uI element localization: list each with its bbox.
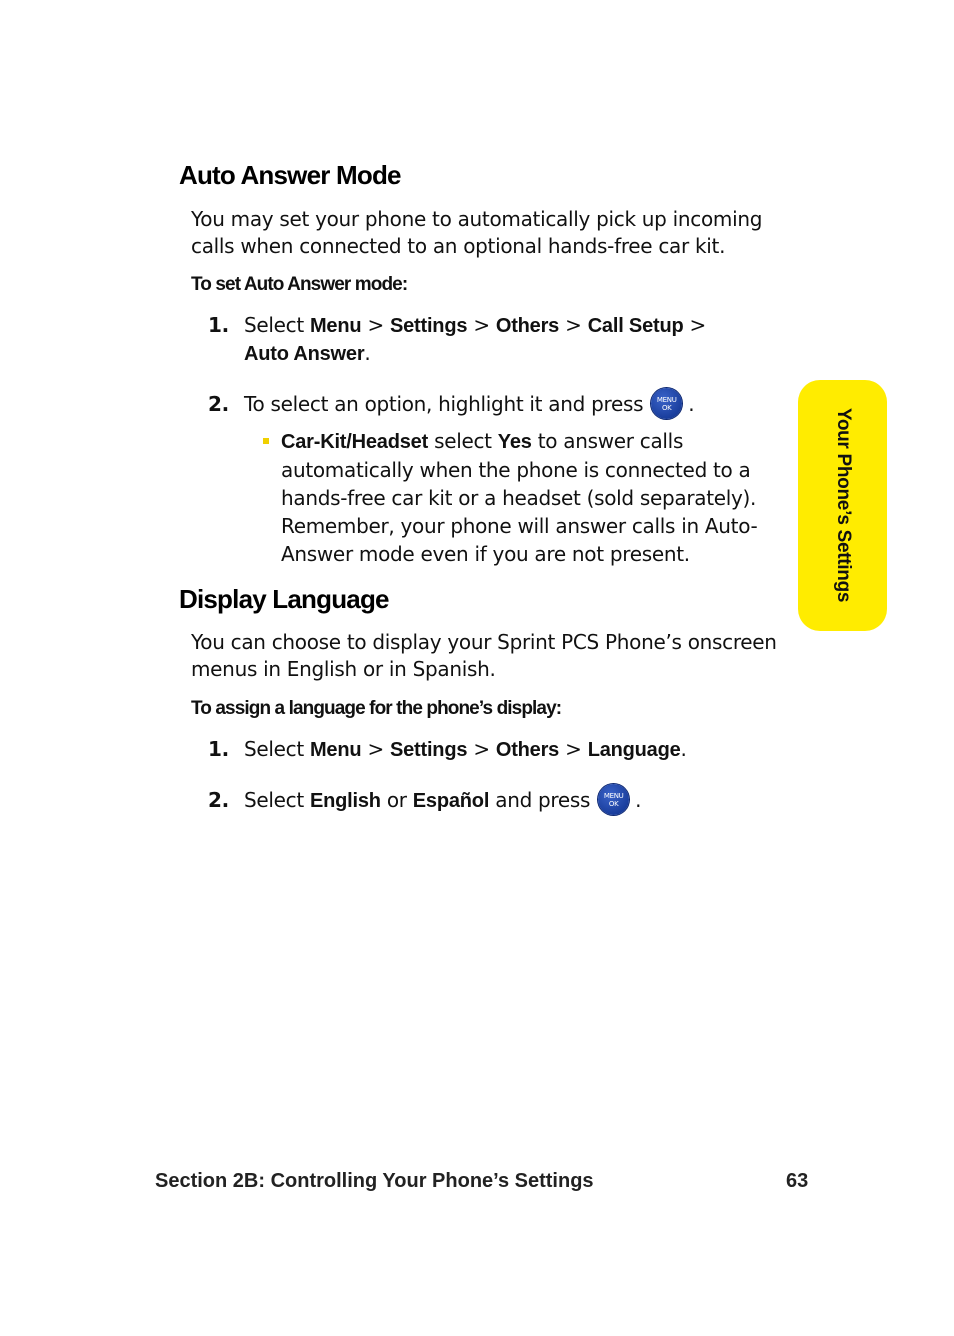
step-number: 1. bbox=[208, 313, 229, 337]
side-tab-label: Your Phone’s Settings bbox=[833, 407, 854, 603]
subheading-assign-language: To assign a language for the phone’s display: bbox=[191, 698, 562, 719]
english-term: English bbox=[309, 790, 381, 812]
footer-section-title: Section 2B: Controlling Your Phone’s Settings bbox=[155, 1170, 594, 1192]
menu-term: Menu bbox=[309, 315, 362, 337]
step-number: 1. bbox=[208, 737, 229, 761]
heading-display-language: Display Language bbox=[179, 584, 389, 614]
step-number: 2. bbox=[208, 392, 229, 416]
settings-term: Settings bbox=[389, 739, 468, 761]
others-term: Others bbox=[495, 739, 560, 761]
step-text: Select English or Español and press MENU OK . bbox=[244, 786, 641, 817]
auto-answer-term: Auto Answer bbox=[244, 343, 365, 365]
step-text: Select Menu > Settings > Others > Call Setup > bbox=[244, 313, 706, 337]
step-text: Select Menu > Settings > Others > Language. bbox=[244, 737, 687, 761]
heading-auto-answer-mode: Auto Answer Mode bbox=[179, 160, 401, 190]
intro-line: You can choose to display your Sprint PCS Phone’s onscreen bbox=[191, 630, 777, 654]
display-language-intro bbox=[191, 629, 777, 683]
language-term: Language bbox=[587, 739, 681, 761]
intro-line: You may set your phone to automatically pick up incoming bbox=[191, 207, 763, 231]
step-text: To select an option, highlight it and press MENU OK . bbox=[244, 390, 694, 421]
intro-line: calls when connected to an optional hands-free car kit. bbox=[191, 234, 726, 258]
subheading-set-auto-answer: To set Auto Answer mode: bbox=[191, 274, 408, 295]
step-number: 2. bbox=[208, 788, 229, 812]
espanol-term: Español bbox=[412, 790, 490, 812]
footer-page-number: 63 bbox=[786, 1170, 809, 1192]
settings-term: Settings bbox=[389, 315, 468, 337]
step-text: Auto Answer. bbox=[244, 341, 371, 365]
menu-term: Menu bbox=[309, 739, 362, 761]
bullet-square-icon bbox=[263, 438, 269, 444]
menu-ok-key-icon: MENU OK bbox=[651, 388, 682, 419]
others-term: Others bbox=[495, 315, 560, 337]
yes-term: Yes bbox=[497, 431, 532, 453]
auto-answer-intro bbox=[191, 206, 762, 260]
call-setup-term: Call Setup bbox=[587, 315, 684, 337]
menu-ok-key-icon: MENU OK bbox=[598, 784, 629, 815]
car-kit-term: Car-Kit/Headset bbox=[281, 431, 429, 453]
intro-line: menus in English or in Spanish. bbox=[191, 657, 496, 681]
car-kit-bullet: Car-Kit/Headset select Yes to answer calls automatically when the phone is connected to a hands-free car kit or a headset (sold separately). Remember, your phone will answer calls in Auto- Answer mode even if you are not present. bbox=[281, 429, 758, 566]
